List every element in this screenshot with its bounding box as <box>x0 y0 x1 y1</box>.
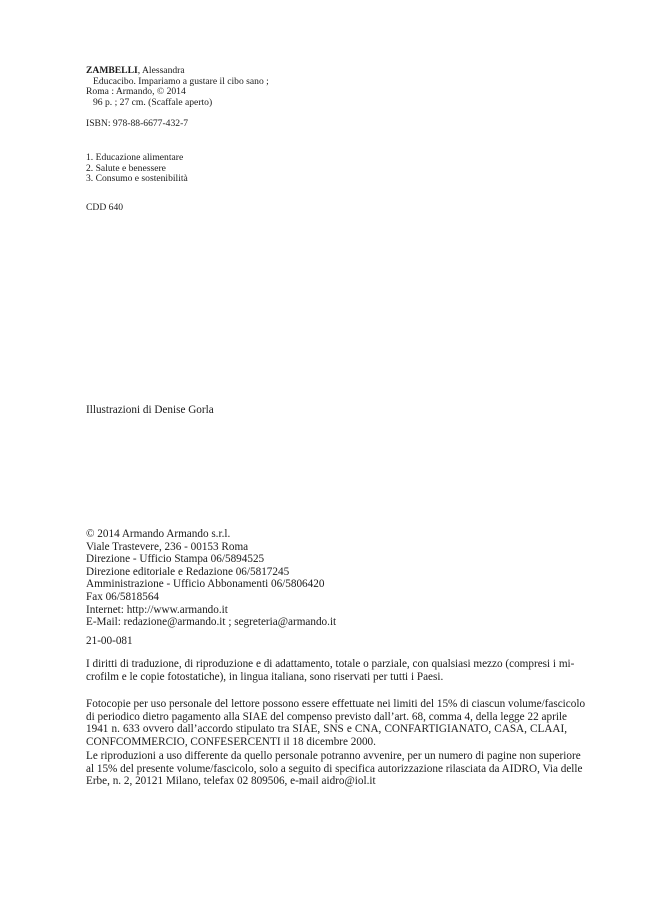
website-line: Internet: http://www.armando.it <box>86 603 228 616</box>
reproduction-paragraph <box>86 750 583 788</box>
paragraph-line: 1941 n. 633 ovvero dall’accordo stipulato tra SIAE, SNS e CNA, CONFARTIGIANATO, CASA, CLAAI, <box>86 723 567 735</box>
catalog-record <box>86 66 346 213</box>
fax-line: Fax 06/5818564 <box>86 590 160 603</box>
paragraph-line: CONFCOMMERCIO, CONFESERCENTI il 18 dicembre 2000. <box>86 735 376 748</box>
paragraph-line: al 15% del presente volume/fascicolo, solo a seguito di specifica autorizzazione rilasciata da AIDRO, Via delle <box>86 762 583 775</box>
paragraph-line: Fotocopie per uso personale del lettore possono essere effettuate nei limiti del 15% di ciascun volume/fascicolo <box>86 698 586 710</box>
illustrations-credit: Illustrazioni di Denise Gorla <box>86 404 214 416</box>
physical-description: 96 p. ; 27 cm. (Scaffale aperto) <box>93 96 213 108</box>
subject-item: 2. Salute e benessere <box>86 162 166 174</box>
phone-line: Amministrazione - Ufficio Abbonamenti 06/5806420 <box>86 578 325 591</box>
publisher-block <box>86 528 566 629</box>
edition-code: 21-00-081 <box>86 635 133 647</box>
author-surname: ZAMBELLI <box>86 65 138 76</box>
phone-line: Direzione - Ufficio Stampa 06/5894525 <box>86 553 265 566</box>
address-line: Viale Trastevere, 236 - 00153 Roma <box>86 540 249 553</box>
rights-paragraph <box>86 658 575 683</box>
paragraph-line: di periodico dietro pagamento alla SIAE del compenso previsto dall’art. 68, comma 4, della legge 22 aprile <box>86 710 567 723</box>
author-given-name: , Alessandra <box>137 65 185 76</box>
publication-line: Roma : Armando, © 2014 <box>86 86 186 98</box>
paragraph-line: Erbe, n. 2, 20121 Milano, telefax 02 809506, e-mail aidro@iol.it <box>86 775 376 787</box>
paragraph-line: Le riproduzioni a uso differente da quello personale potranno avvenire, per un numero di pagine non superiore <box>86 750 581 762</box>
cdd-code: CDD 640 <box>86 201 124 213</box>
paragraph-line: crofilm e le copie fotostatiche), in lingua italiana, sono riservati per tutti i Paesi. <box>86 670 444 683</box>
subject-item: 1. Educazione alimentare <box>86 151 184 163</box>
book-title: Educacibo. Impariamo a gustare il cibo sano ; <box>93 75 269 87</box>
email-line: E-Mail: redazione@armando.it ; segreteria@armando.it <box>86 616 337 629</box>
isbn: ISBN: 978-88-6677-432-7 <box>86 117 189 129</box>
photocopy-paragraph <box>86 698 586 748</box>
phone-line: Direzione editoriale e Redazione 06/5817245 <box>86 565 290 578</box>
paragraph-line: I diritti di traduzione, di riproduzione e di adattamento, totale o parziale, con qualsiasi mezzo (compresi i mi- <box>86 658 575 670</box>
copyright-line: © 2014 Armando Armando s.r.l. <box>86 528 231 540</box>
subject-item: 3. Consumo e sostenibilità <box>86 173 188 185</box>
author-line <box>86 66 346 77</box>
